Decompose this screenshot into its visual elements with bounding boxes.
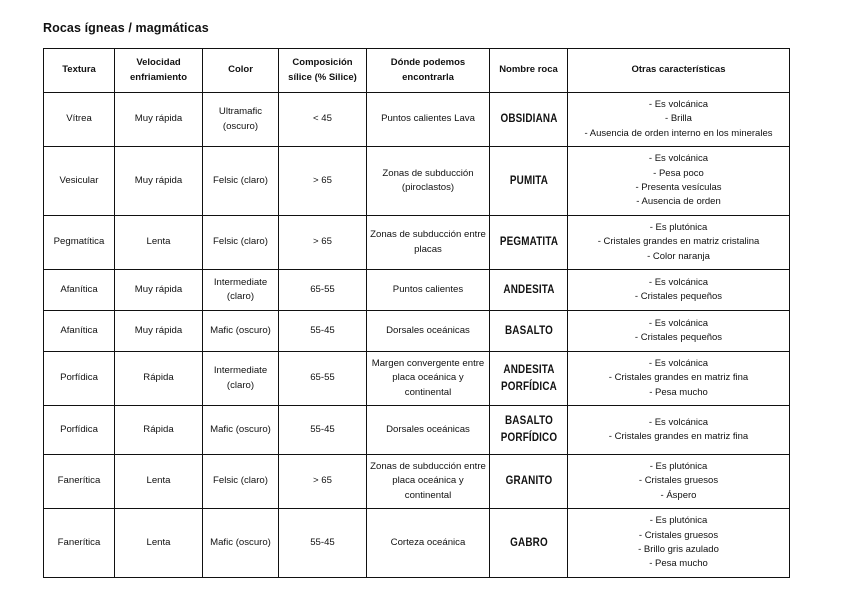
cell-donde: Margen convergente entre placa oceánica y continental: [367, 352, 490, 406]
cell-silice: < 45: [279, 93, 367, 147]
rocks-table: [43, 48, 790, 578]
note-line: - Cristales pequeños: [634, 332, 723, 343]
cell-velocidad: Lenta: [115, 455, 203, 509]
cell-color: Felsic (claro): [203, 455, 279, 509]
cell-otras: [568, 509, 790, 578]
cell-otras: [568, 311, 790, 352]
header-textura: Textura: [44, 49, 115, 93]
note-line: - Cristales grandes en matriz cristalina: [597, 236, 760, 248]
table-row: [44, 270, 790, 311]
cell-nombre: ANDESITA: [495, 270, 562, 311]
table-body: [44, 93, 790, 578]
cell-silice: > 65: [279, 455, 367, 509]
cell-color: Intermediate (claro): [203, 270, 279, 311]
cell-nombre: GABRO: [495, 509, 562, 578]
table-row: [44, 311, 790, 352]
cell-otras: [568, 147, 790, 216]
cell-otras: [568, 406, 790, 455]
cell-nombre: OBSIDIANA: [495, 93, 562, 147]
cell-textura: Vítrea: [44, 93, 115, 147]
note-line: - Presenta vesículas: [635, 182, 722, 193]
header-nombre: Nombre roca: [490, 49, 568, 93]
page-title: Rocas ígneas / magmáticas: [43, 21, 209, 35]
cell-donde: Puntos calientes: [367, 270, 490, 311]
note-line: - Ausencia de orden: [636, 196, 721, 208]
cell-textura: Fanerítica: [44, 509, 115, 578]
cell-otras: [568, 455, 790, 509]
note-line: - Brillo gris azulado: [638, 544, 719, 555]
note-line: - Áspero: [660, 489, 697, 501]
cell-textura: Vesicular: [44, 147, 115, 216]
cell-color: Felsic (claro): [203, 147, 279, 216]
cell-color: Intermediate (claro): [203, 352, 279, 406]
cell-donde: Dorsales oceánicas: [367, 406, 490, 455]
cell-textura: Afanítica: [44, 270, 115, 311]
note-line: - Es plutónica: [649, 221, 708, 233]
cell-nombre: PUMITA: [495, 147, 562, 216]
cell-silice: 65-55: [279, 352, 367, 406]
cell-color: Mafic (oscuro): [203, 311, 279, 352]
cell-velocidad: Muy rápida: [115, 311, 203, 352]
cell-silice: > 65: [279, 216, 367, 270]
cell-silice: > 65: [279, 147, 367, 216]
cell-donde: Corteza oceánica: [367, 509, 490, 578]
note-line: - Es plutónica: [649, 515, 708, 527]
note-line: - Cristales grandes en matriz fina: [608, 372, 749, 384]
cell-donde: Zonas de subducción (piroclastos): [367, 147, 490, 216]
cell-donde: Zonas de subducción entre placas: [367, 216, 490, 270]
cell-silice: 55-45: [279, 406, 367, 455]
header-otras: Otras características: [568, 49, 790, 93]
header-row: [44, 49, 790, 93]
cell-nombre: GRANITO: [495, 455, 562, 509]
header-velocidad: Velocidad enfriamiento: [115, 49, 203, 93]
note-line: - Color naranja: [647, 250, 710, 262]
cell-velocidad: Muy rápida: [115, 270, 203, 311]
table-row: [44, 455, 790, 509]
cell-donde: Puntos calientes Lava: [367, 93, 490, 147]
note-line: - Es volcánica: [648, 276, 709, 288]
cell-otras: [568, 93, 790, 147]
cell-textura: Fanerítica: [44, 455, 115, 509]
cell-color: Ultramafic (oscuro): [203, 93, 279, 147]
note-line: - Es plutónica: [649, 460, 708, 472]
cell-donde: Dorsales oceánicas: [367, 311, 490, 352]
note-line: - Cristales gruesos: [638, 475, 719, 487]
table-row: [44, 216, 790, 270]
table-row: [44, 509, 790, 578]
header-donde: Dónde podemos encontrarla: [367, 49, 490, 93]
table-header: [44, 49, 790, 93]
cell-nombre: BASALTO: [495, 311, 562, 352]
table-row: [44, 147, 790, 216]
note-line: - Es volcánica: [648, 416, 709, 428]
cell-textura: Pegmatítica: [44, 216, 115, 270]
cell-silice: 55-45: [279, 311, 367, 352]
cell-nombre: BASALTO PORFÍDICO: [495, 406, 562, 455]
note-line: - Es volcánica: [648, 153, 709, 165]
header-silice: Composición sílice (% Silice): [279, 49, 367, 93]
cell-velocidad: Lenta: [115, 216, 203, 270]
cell-donde: Zonas de subducción entre placa oceánica y continental: [367, 455, 490, 509]
cell-nombre: PEGMATITA: [495, 216, 562, 270]
table-row: [44, 352, 790, 406]
cell-textura: Afanítica: [44, 311, 115, 352]
cell-silice: 55-45: [279, 509, 367, 578]
cell-velocidad: Muy rápida: [115, 147, 203, 216]
cell-otras: [568, 216, 790, 270]
note-line: - Es volcánica: [648, 317, 709, 329]
cell-textura: Porfídica: [44, 352, 115, 406]
table-row: [44, 406, 790, 455]
cell-velocidad: Lenta: [115, 509, 203, 578]
note-line: - Pesa mucho: [649, 386, 708, 398]
cell-color: Mafic (oscuro): [203, 406, 279, 455]
cell-textura: Porfídica: [44, 406, 115, 455]
cell-otras: [568, 270, 790, 311]
cell-velocidad: Rápida: [115, 406, 203, 455]
cell-color: Felsic (claro): [203, 216, 279, 270]
cell-otras: [568, 352, 790, 406]
table-row: [44, 93, 790, 147]
cell-velocidad: Muy rápida: [115, 93, 203, 147]
note-line: - Es volcánica: [648, 98, 709, 110]
note-line: - Cristales gruesos: [638, 529, 719, 541]
note-line: - Cristales pequeños: [634, 291, 723, 302]
note-line: - Pesa mucho: [649, 558, 708, 570]
note-line: - Es volcánica: [648, 357, 709, 369]
cell-nombre: ANDESITA PORFÍDICA: [495, 352, 562, 406]
note-line: - Ausencia de orden interno en los minerales: [584, 127, 773, 139]
header-color: Color: [203, 49, 279, 93]
cell-velocidad: Rápida: [115, 352, 203, 406]
note-line: - Pesa poco: [653, 167, 704, 179]
cell-silice: 65-55: [279, 270, 367, 311]
note-line: - Brilla: [665, 113, 692, 125]
cell-color: Mafic (oscuro): [203, 509, 279, 578]
note-line: - Cristales grandes en matriz fina: [608, 431, 749, 442]
